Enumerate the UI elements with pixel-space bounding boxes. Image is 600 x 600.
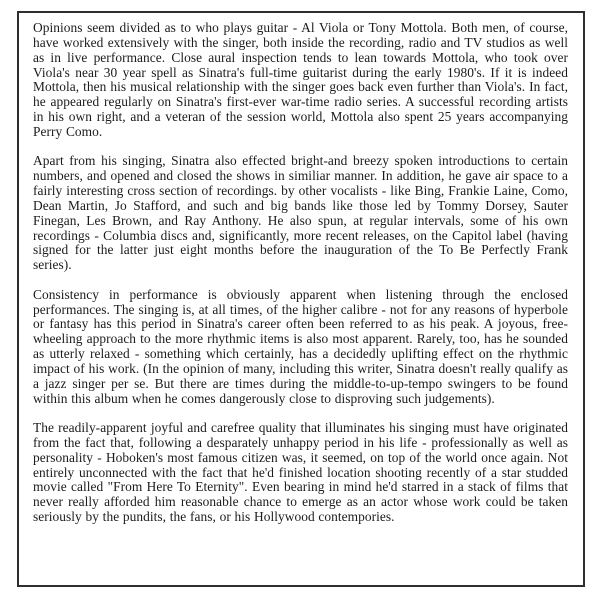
liner-notes-text-block — [33, 21, 568, 525]
page-border-frame — [17, 11, 585, 587]
paragraph-show-content: Apart from his singing, Sinatra also effected bright-and breezy spoken introductions to certain numbers, and opened and closed the shows in similiar manner. In addition, he gave air space to a fairly interesting cross section of recordings. by other vocalists - like Bing, Frankie Laine, Como, Dean Martin, Jo Stafford, and such and big bands like those led by Tommy Dorsey, Sauter Finegan, Les Brown, and Ray Anthony. He also spun, at regular intervals, some of his own recordings - Columbia discs and, significantly, more recent releases, on the Capitol label (having signed for the latter just eight months before the inauguration of the To Be Perfectly Frank series). — [33, 153, 568, 273]
paragraph-carefree-quality: The readily-apparent joyful and carefree quality that illuminates his singing must have originated from the fact that, following a desparately unhappy period in his life - professionally as well as personality - Hoboken's most famous citizen was, it seemed, on top of the world once again. Not entirely unconnected with the fact that he'd finished location shooting recently of a star studded movie called "From Here To Eternity". Even bearing in mind he'd starred in a stack of films that never really afforded him reasonable chance to emerge as an actor whose work could be taken seriously by the pundits, the fans, or his Hollywood contempories. — [33, 420, 568, 525]
paragraph-guitarist-discussion: Opinions seem divided as to who plays guitar - Al Viola or Tony Mottola. Both men, of course, have worked extensively with the singer, both inside the recording, radio and TV studios as well as in live performance. Close aural inspection tends to lean towards Mottola, who took over Viola's near 30 year spell as Sinatra's full-time guitarist during the early 1980's. If it is indeed Mottola, then his musical relationship with the singer goes back even further than Viola's. In fact, he appeared regularly on Sinatra's first-ever war-time radio series. A successful recording artists in his own right, and a veteran of the session world, Mottola also spent 25 years accompanying Perry Como. — [33, 20, 568, 139]
paragraph-performance-consistency: Consistency in performance is obviously apparent when listening through the enclosed performances. The singing is, at all times, of the higher calibre - not for any reasons of hyperbole or fantasy has this period in Sinatra's career often been referred to as his peak. A joyous, free-wheeling approach to the more rhythmic items is also most apparent. Rarely, too, has he sounded as utterly relaxed - something which certainly, has a decidedly uplifting effect on the rhythmic impact of his work. (In the opinion of many, including this writer, Sinatra doesn't really qualify as a jazz singer per se. But there are times during the middle-to-up-tempo swingers to be found within this album when he comes dangerously close to disproving such judgements). — [33, 286, 568, 406]
